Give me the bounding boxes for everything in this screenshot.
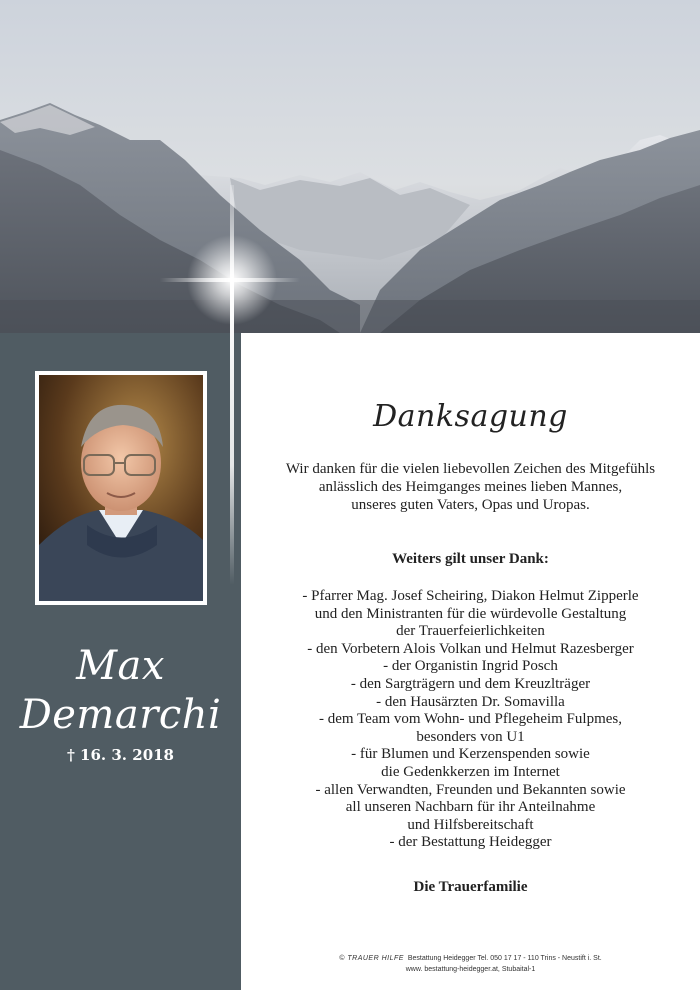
deceased-last-name: Demarchi: [19, 692, 222, 738]
mountain-banner: [0, 0, 700, 333]
thanks-line: all unseren Nachbarn für ihr Anteilnahme: [345, 799, 596, 816]
thanks-list: [241, 588, 700, 852]
footer: [241, 953, 700, 975]
thanks-line: - den Vorbetern Alois Volkan und Helmut Razesberger: [307, 640, 634, 657]
footer-contact: Bestattung Heidegger Tel. 050 17 17 - 110 Trins - Neustift i. St.: [407, 955, 602, 962]
thanks-line: - der Bestattung Heidegger: [389, 834, 552, 851]
thanks-line: und Hilfsbereitschaft: [407, 816, 534, 833]
intro-line: Wir danken für die vielen liebevollen Zeichen des Mitgefühls: [285, 461, 656, 477]
thanks-subheading: Weiters gilt unser Dank:: [392, 551, 549, 567]
deceased-first-name: Max: [76, 643, 165, 689]
thanks-line: - für Blumen und Kerzenspenden sowie: [351, 746, 590, 763]
thanks-line: - den Sargträgern und dem Kreuzlträger: [350, 675, 591, 692]
signoff: Die Trauerfamilie: [413, 879, 528, 895]
thanks-line: - allen Verwandten, Freunden und Bekannten sowie: [315, 781, 626, 798]
mountain-landscape-icon: [0, 0, 700, 333]
intro-text: [241, 460, 700, 514]
thanks-line: und den Ministranten für die würdevolle Gestaltung: [314, 605, 627, 622]
footer-website: www. bestattung-heidegger.at, Stubaital-1: [405, 966, 536, 973]
intro-line: unseres guten Vaters, Opas und Uropas.: [351, 497, 590, 513]
thanks-line: - der Organistin Ingrid Posch: [383, 658, 558, 675]
portrait-photo-icon: [39, 375, 203, 601]
intro-line: anlässlich des Heimganges meines lieben Mannes,: [318, 479, 623, 495]
portrait-photo: [35, 371, 207, 605]
footer-line-1: [241, 953, 700, 964]
thanks-line: der Trauerfeierlichkeiten: [396, 623, 545, 640]
thanks-line: die Gedenkkerzen im Internet: [381, 763, 560, 780]
trauer-hilfe-logo: © TRAUER HILFE: [339, 955, 404, 962]
main-content: [241, 333, 700, 990]
page-title: Danksagung: [373, 399, 568, 434]
thanks-line: - den Hausärzten Dr. Somavilla: [376, 693, 565, 710]
death-date: † 16. 3. 2018: [66, 746, 174, 764]
thanks-line: - dem Team vom Wohn- und Pflegeheim Fulpmes,: [319, 711, 622, 728]
thanks-line: besonders von U1: [416, 728, 525, 745]
thanks-line: - Pfarrer Mag. Josef Scheiring, Diakon Helmut Zipperle: [302, 588, 639, 604]
